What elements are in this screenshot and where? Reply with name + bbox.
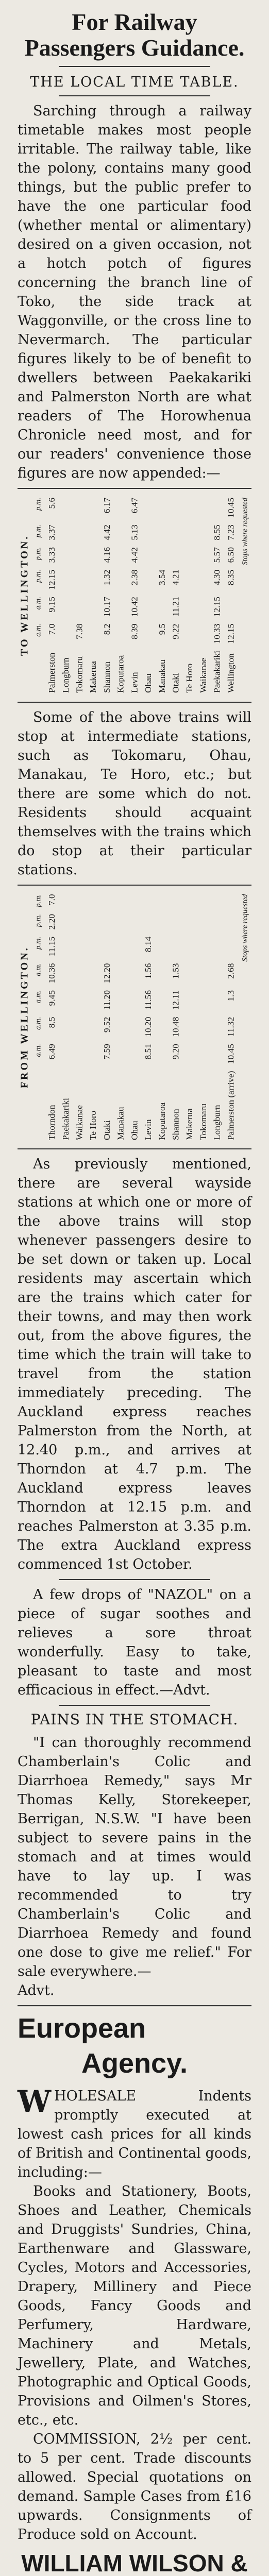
time-cell [196,933,210,960]
ampm-label: p.m. [33,913,43,927]
table-row [114,891,128,1144]
time-cell [155,593,169,620]
table-row [141,494,155,696]
station-name: Makerua [88,661,98,693]
time-cell: 2.68 [225,963,236,979]
divider [59,95,210,96]
time-cell [73,593,87,620]
time-cell: 1.56 [143,963,154,979]
divider [59,66,210,67]
table-row [87,891,100,1144]
time-cell [210,933,224,960]
station-name: Paekakariki [212,650,222,693]
time-cell [73,987,87,1013]
time-cell [155,1040,169,1067]
time-cell [128,891,142,910]
pains-advt: Advt. [18,1982,55,1999]
time-cell [196,521,210,544]
time-cell: 1.32 [102,569,112,586]
time-cell: 12.11 [171,990,181,1010]
time-cell [59,620,73,647]
time-cell [182,521,196,544]
time-cell: 8.14 [143,936,154,952]
time-cell [210,959,224,986]
time-cell [155,891,169,910]
time-cell: 3.33 [46,547,57,563]
subheadline: THE LOCAL TIME TABLE. [30,74,239,90]
time-cell [87,891,100,910]
time-cell [128,910,142,933]
time-cell: 5.13 [129,524,140,540]
time-cell: 10.33 [212,623,222,644]
time-cell: 3.54 [157,569,167,586]
time-cell [87,910,100,933]
time-cell [182,494,196,521]
station-name: Manakau [115,1107,126,1140]
time-cell: 10.17 [102,597,112,617]
time-cell [210,891,224,910]
ampm-label: a.m. [33,990,43,1003]
table-row [45,494,59,696]
time-cell [155,933,169,960]
time-cell [87,593,100,620]
ampm-label: a.m. [33,623,43,637]
time-cell: 5.57 [212,547,222,563]
time-cell [169,910,183,933]
time-cell [196,494,210,521]
direction-heading: TO WELLINGTON. [19,534,30,656]
time-cell [73,1013,87,1040]
table-row [100,891,114,1144]
divider [18,2005,251,2007]
time-cell: 7.23 [225,524,236,540]
time-cell: 4.21 [171,569,181,586]
intro-paragraph: Sarching through a railway timetable makes most people irritable. The railway table, like the polony, contains many good things, but the public prefer to have the one particular food (whether mental or alimentary) desired on a given occasion, not a hotch potch of figures concerning the branch line of Toko, the side track at Waggonville, or the cross line to Nevermarch. The particular figures likely to be of benefit to dwellers between Paekakariki and Palmerston North are what readers of The Horowhenua Chronicle need most, and for our readers' convenience those figures are now appended:— [18,103,251,481]
time-cell [224,593,238,620]
time-cell [182,1013,196,1040]
time-cell [141,620,155,647]
time-cell: 8.39 [129,623,140,639]
table-row [169,891,183,1144]
newspaper-column [18,0,251,2576]
time-cell: 11.21 [171,597,181,617]
time-cell [87,544,100,566]
time-cell [210,494,224,521]
time-cell: 4.16 [102,547,112,563]
time-cell [224,910,238,933]
station-name: Tokomaru [74,656,85,693]
nazol-advert: A few drops of "NAZOL" on a piece of sugar soothes and relieves a sore throat wonderfully. Easy to take, pleasant to taste and most efficacious in effect.—Advt. [18,1587,251,1699]
time-cell [182,987,196,1013]
middle-note: Some of the above trains will stop at intermediate stations, such as Tokomaru, Ohau, Manakau, Te Horo, etc.; but there are some which do not. Residents should acquaint themselves with the trains which do stop at their particular stations. [18,709,251,878]
table-row [59,891,73,1144]
station-name: Manakau [157,659,167,693]
time-cell [87,1040,100,1067]
time-cell [114,494,128,521]
ampm-label: a.m. [33,963,43,976]
station-name: Shannon [102,662,112,693]
time-cell [59,494,73,521]
time-cell: 10.45 [225,1043,236,1064]
divider [18,1148,251,1149]
time-cell [155,521,169,544]
time-cell [100,891,114,910]
time-cell [141,521,155,544]
time-cell: 1.53 [171,963,181,979]
time-cell [169,891,183,910]
time-cell [155,910,169,933]
time-cell: 2.38 [129,569,140,586]
time-cell: 10.36 [46,963,57,984]
station-name: Waikanae [74,1105,85,1140]
time-cell [59,544,73,566]
direction-heading: FROM WELLINGTON. [19,945,30,1088]
table-row [141,891,155,1144]
time-cell [196,891,210,910]
time-cell [196,566,210,593]
time-cell [141,910,155,933]
time-cell: 7.0 [46,623,57,635]
table-row [114,494,128,696]
time-cell [196,620,210,647]
time-cell [182,933,196,960]
time-cell [155,959,169,986]
time-cell: 8.5 [46,1016,57,1028]
table-row [45,891,59,1144]
time-cell [59,593,73,620]
pains-heading: PAINS IN THE STOMACH. [30,1711,239,1728]
table-row [210,494,224,696]
station-name: Otaki [102,1120,112,1140]
table-row [128,494,142,696]
time-cell: 11.56 [143,990,154,1010]
firm-name: WILLIAM WILSON & [21,2550,248,2576]
table-row [100,494,114,696]
time-cell [87,933,100,960]
ampm-label: p.m. [33,936,43,950]
time-cell: 9.22 [171,623,181,639]
time-cell [155,1013,169,1040]
time-cell [73,521,87,544]
table-row [224,494,238,696]
time-cell [87,1013,100,1040]
time-cell [182,593,196,620]
station-name: Thorndon [46,1105,57,1140]
time-cell: 8.51 [143,1043,154,1060]
time-cell: 12.20 [102,963,112,984]
time-cell [196,910,210,933]
time-cell [87,959,100,986]
table-row [182,494,196,696]
time-cell [114,1013,128,1040]
time-cell [210,910,224,933]
ampm-label: a.m. [33,1043,43,1057]
ampm-label: p.m. [33,524,43,538]
time-cell [100,933,114,960]
time-cell [169,544,183,566]
time-cell: 8.55 [212,524,222,540]
station-name: Waikanae [198,657,208,693]
divider [18,885,251,886]
time-cell [141,566,155,593]
time-cell [210,1013,224,1040]
time-cell [128,959,142,986]
time-cell [114,1040,128,1067]
time-cell [59,521,73,544]
time-cell [169,494,183,521]
time-cell: 6.47 [129,497,140,514]
time-cell [114,620,128,647]
time-cell: 9.52 [102,1016,112,1032]
time-cell [182,566,196,593]
divider [18,488,251,489]
time-cell [114,910,128,933]
agency-commission: COMMISSION, 2½ per cent. to 5 per cent. Trade discounts allowed. Special quotations on demand. Sample Cases from £16 upwards. Consignments of Produce sold on Account. [18,2431,251,2543]
time-cell: 12.15 [225,623,236,644]
time-cell [169,521,183,544]
time-cell [196,593,210,620]
time-cell [59,959,73,986]
divider [59,1705,210,1706]
divider [18,702,251,703]
agency-title-2: Agency. [81,2048,188,2079]
table-row [128,891,142,1144]
time-cell [182,1040,196,1067]
time-cell [114,521,128,544]
time-cell: 12.15 [212,597,222,617]
time-cell [182,959,196,986]
time-cell: 9.15 [46,597,57,613]
time-cell: 1.3 [225,990,236,1002]
time-cell [196,987,210,1013]
time-cell [155,494,169,521]
time-cell [196,1040,210,1067]
time-cell [114,544,128,566]
time-cell: 2.20 [46,913,57,929]
time-cell [100,910,114,933]
table-note: Stops where requested [240,893,249,962]
time-cell [155,987,169,1013]
table-note: Stops where requested [240,497,249,565]
time-cell: 7.59 [102,1043,112,1060]
time-cell [87,521,100,544]
time-cell [59,933,73,960]
time-cell [59,891,73,910]
station-name: Longburn [212,1105,222,1140]
time-cell: 10.45 [225,497,236,518]
timetable-from-wellington [18,891,251,1144]
time-cell [224,891,238,910]
time-cell [141,593,155,620]
time-cell [128,1013,142,1040]
table-row [182,891,196,1144]
time-cell: 9.45 [46,990,57,1006]
time-cell [196,544,210,566]
timetable-to-wellington [18,494,251,697]
time-cell [224,933,238,960]
time-cell [73,544,87,566]
time-cell [87,566,100,593]
time-cell [141,891,155,910]
time-cell: 6.49 [46,1043,57,1060]
time-cell [114,566,128,593]
time-cell [141,544,155,566]
station-name: Shannon [171,1108,181,1140]
time-cell [59,566,73,593]
time-cell [73,566,87,593]
time-cell [114,987,128,1013]
station-name: Wellington [225,653,236,693]
agency-goods: Books and Stationery, Boots, Shoes and Leather, Chemicals and Druggists' Sundries, China, Earthenware and Glassware, Cycles, Motors and Accessories, Drapery, Millinery and Piece Goods, Fancy Goods and Perfumery, Hardware, Machinery and Metals, Jewellery, Plate, and Watches, Photographic and Optical Goods, Provisions and Oilmen's Stores, etc., etc. [18,2183,251,2429]
time-cell [210,987,224,1013]
station-name: Koputaroa [157,1102,167,1140]
time-cell [141,494,155,521]
station-name: Makerua [184,1108,195,1140]
station-name: Palmerston (arrive) [225,1071,236,1140]
time-cell: 7.0 [46,893,57,905]
station-name: Ohau [129,1120,140,1140]
time-cell [59,910,73,933]
drop-cap: W [18,2084,52,2120]
time-cell: 6.50 [225,547,236,563]
station-name: Paekakariki [60,1097,71,1140]
table-row [169,494,183,696]
time-cell: 12.15 [46,569,57,590]
station-name: Palmerston [46,652,57,693]
time-cell [114,959,128,986]
time-cell [87,494,100,521]
station-name: Te Horo [88,1110,98,1140]
time-cell [73,959,87,986]
pains-text: "I can thoroughly recommend Chamberlain's Colic and Diarrhoea Remedy," says Mr Thomas Kelly, Storekeeper, Berrigan, N.S.W. "I have been subject to severe pains in the stomach and at times would have to lay up. I was recommended to try Chamberlain's Colic and Diarrhoea Remedy and found one dose to give me relief." For sale everywhere.— [18,1735,251,1980]
ampm-label: p.m. [33,893,43,907]
table-row [155,494,169,696]
time-cell [196,959,210,986]
time-cell: 10.42 [129,597,140,617]
time-cell: 4.42 [129,547,140,563]
table-row [155,891,169,1144]
agency-intro [18,2084,251,2182]
ampm-label: p.m. [33,569,43,583]
time-cell: 11.15 [46,936,57,956]
after-note: As previously mentioned, there are several wayside stations at which one or more of the above trains will stop whenever passengers desire to be set down or taken up. Local residents may ascertain which are the trains which cater for their towns, and may then work out, from the above figures, the time which the train will take to travel from the station immediately preceding. The Auckland express reaches Palmerston from the North, at 12.40 p.m., and arrives at Thorndon at 4.7 p.m. The Auckland express leaves Thorndon at 12.15 p.m. and reaches Palmerston at 3.35 p.m. The extra Auckland express commenced 1st October. [18,1156,251,1573]
time-cell [73,933,87,960]
station-name: Levin [143,1119,154,1140]
time-cell [59,1013,73,1040]
ampm-label: a.m. [33,597,43,610]
table-row [59,494,73,696]
time-cell [59,1040,73,1067]
time-cell: 9.20 [171,1043,181,1060]
table-row [73,494,87,696]
time-cell [169,933,183,960]
table-row [224,891,238,1144]
time-cell: 10.48 [171,1016,181,1037]
time-cell [73,891,87,910]
time-cell: 11.20 [102,990,112,1010]
time-cell [128,987,142,1013]
time-cell [73,1040,87,1067]
time-cell [114,891,128,910]
time-cell: 9.5 [157,623,167,635]
agency-title-1: European [18,2013,146,2044]
station-name: Levin [129,672,140,693]
station-name: Otaki [171,673,181,693]
time-cell [59,987,73,1013]
table-row [87,494,100,696]
time-cell [210,1040,224,1067]
time-cell [87,620,100,647]
headline: For Railway Passengers Guidance. [24,9,245,61]
time-cell [182,910,196,933]
time-cell [196,1013,210,1040]
time-cell [73,494,87,521]
time-cell [128,933,142,960]
station-name: Koputaroa [115,655,126,693]
agency-intro-text: HOLESALE Indents promptly executed at lowest cash prices for all kinds of British and Continental goods, including:— [18,2088,251,2181]
time-cell: 5.6 [46,497,57,509]
time-cell: 11.32 [225,1016,236,1037]
time-cell: 4.30 [212,569,222,586]
time-cell [114,933,128,960]
table-row [210,891,224,1144]
station-name: Te Horo [184,663,195,693]
station-name: Tokomaru [198,1103,208,1140]
divider [59,1579,210,1580]
time-cell: 3.37 [46,524,57,540]
time-cell [155,544,169,566]
table-row [196,891,210,1144]
time-cell: 6.17 [102,497,112,514]
time-cell [128,1040,142,1067]
time-cell [87,987,100,1013]
time-cell [73,910,87,933]
table-row [196,494,210,696]
time-cell: 8.35 [225,569,236,586]
time-cell [182,544,196,566]
time-cell [182,891,196,910]
time-cell: 8.2 [102,623,112,635]
station-name: Longburn [60,657,71,693]
ampm-label: p.m. [33,547,43,561]
time-cell: 4.42 [102,524,112,540]
time-cell [182,620,196,647]
time-cell: 7.38 [74,623,85,639]
time-cell [114,593,128,620]
station-name: Ohau [143,673,154,693]
time-cell: 10.20 [143,1016,154,1037]
ampm-label: a.m. [33,1016,43,1030]
ampm-label: p.m. [33,497,43,511]
table-row [73,891,87,1144]
